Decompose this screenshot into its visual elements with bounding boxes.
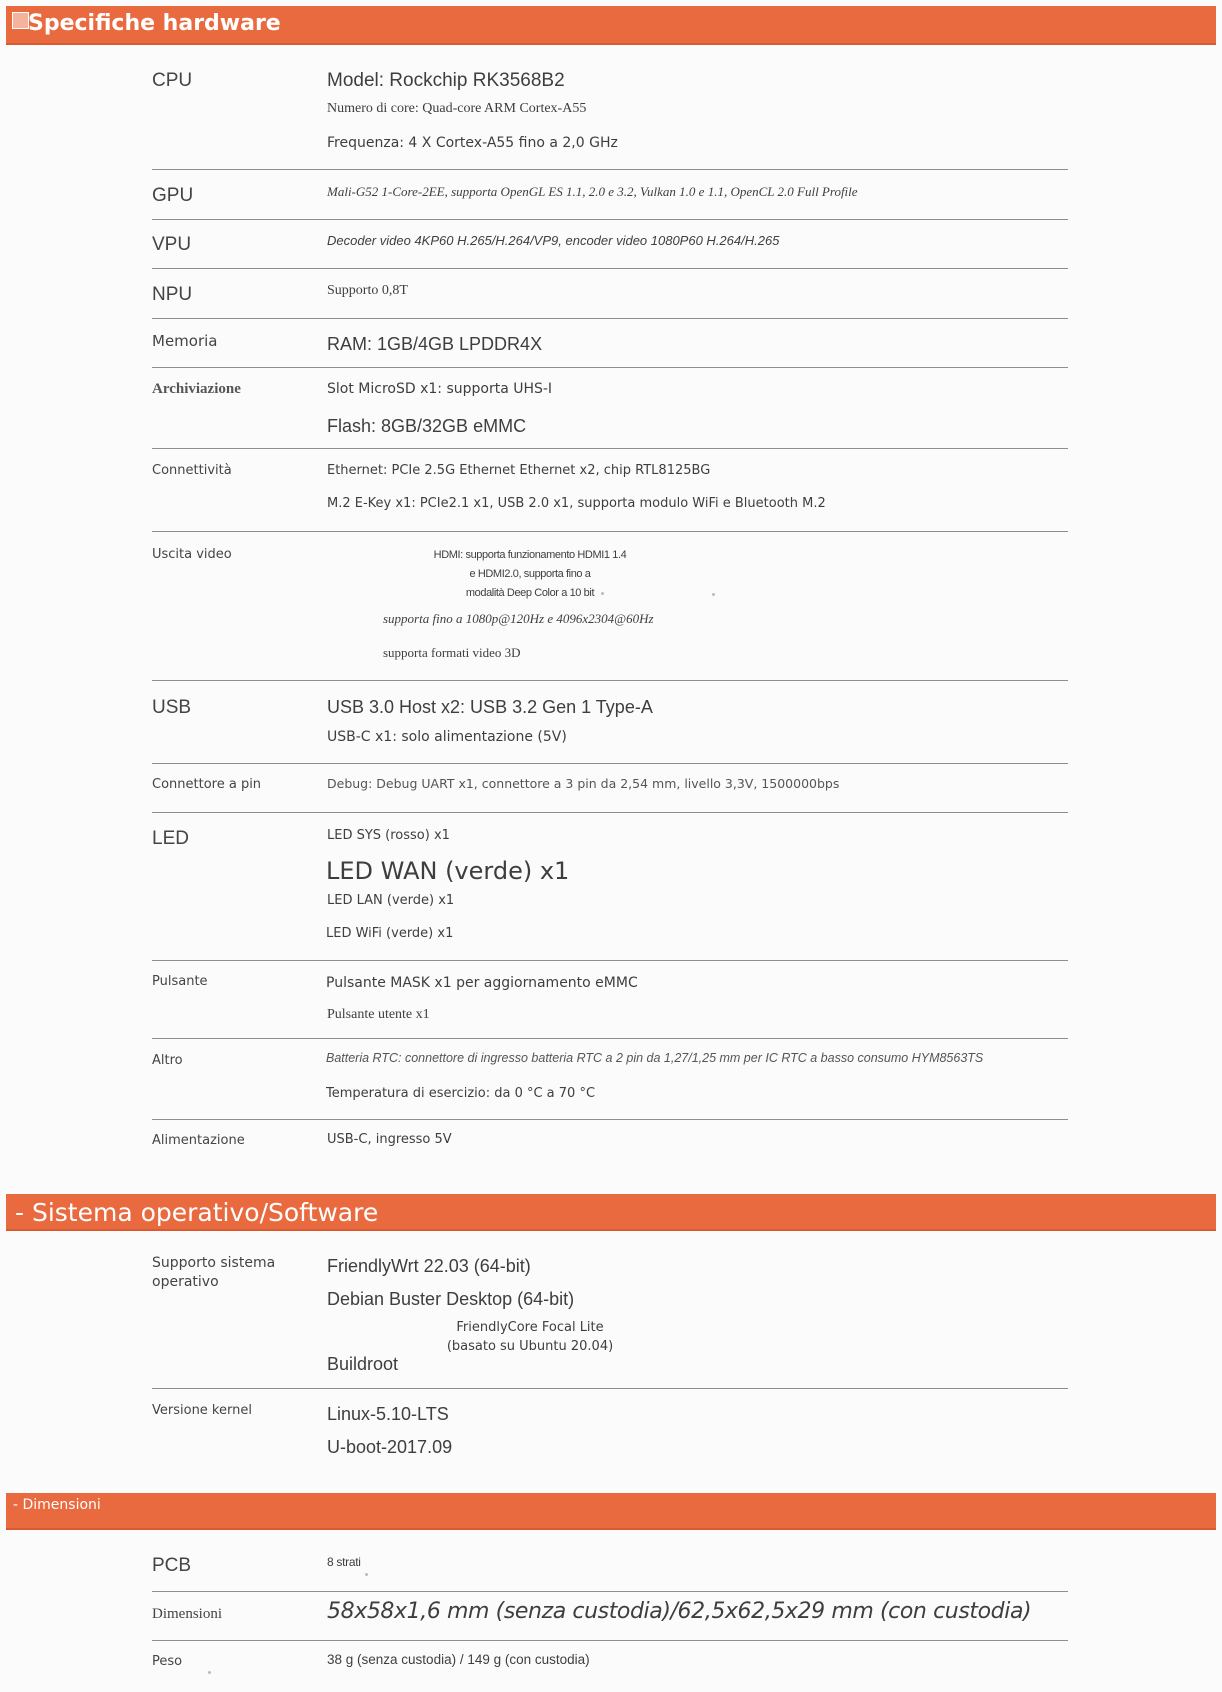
spec-value: Linux-5.10-LTS (327, 1404, 449, 1424)
section-header-dimensioni (6, 1493, 1216, 1530)
spec-value: 58x58x1,6 mm (senza custodia)/62,5x62,5x29 mm (con custodia) (327, 1599, 1032, 1624)
spec-value: USB-C, ingresso 5V (327, 1132, 452, 1147)
divider (152, 1038, 1068, 1039)
divider (152, 960, 1068, 961)
divider (152, 268, 1068, 269)
spec-label: NPU (152, 284, 193, 305)
spec-value: Slot MicroSD x1: supporta UHS-I (327, 381, 553, 397)
spec-label: VPU (152, 234, 192, 255)
spec-value: USB 3.0 Host x2: USB 3.2 Gen 1 Type-A (327, 697, 653, 717)
spec-value: Pulsante utente x1 (327, 1007, 430, 1022)
divider (152, 169, 1068, 170)
spec-label: Memoria (152, 332, 218, 350)
spec-label: Altro (152, 1053, 183, 1068)
image-icon (12, 12, 29, 29)
spec-value: 8 strati (327, 1555, 361, 1569)
spec-value: Supporto 0,8T (327, 283, 408, 298)
artifact-dot (601, 592, 604, 595)
spec-label: Peso (152, 1654, 183, 1669)
section-header-hardware (6, 6, 1216, 45)
spec-value: Decoder video 4KP60 H.265/H.264/VP9, encoder video 1080P60 H.264/H.265 (327, 233, 780, 248)
spec-label: operativo (152, 1274, 219, 1290)
spec-label: Archiviazione (152, 381, 241, 397)
divider (152, 318, 1068, 319)
divider (152, 531, 1068, 532)
spec-value: LED SYS (rosso) x1 (327, 828, 450, 843)
spec-value: supporta fino a 1080p@120Hz e 4096x2304@60Hz (383, 611, 654, 626)
spec-label: Alimentazione (152, 1133, 245, 1148)
spec-value: Temperatura di esercizio: da 0 °C a 70 °C (326, 1086, 596, 1101)
spec-value: LED WiFi (verde) x1 (326, 926, 454, 941)
spec-value: FriendlyWrt 22.03 (64-bit) (327, 1256, 531, 1276)
spec-value: Batteria RTC: connettore di ingresso batteria RTC a 2 pin da 1,27/1,25 mm per IC RTC a basso consumo HYM8563TS (326, 1051, 984, 1065)
spec-value: M.2 E-Key x1: PCIe2.1 x1, USB 2.0 x1, supporta modulo WiFi e Bluetooth M.2 (327, 496, 826, 511)
spec-label: CPU (152, 70, 193, 91)
divider (152, 763, 1068, 764)
spec-value: Debug: Debug UART x1, connettore a 3 pin da 2,54 mm, livello 3,3V, 1500000bps (327, 776, 840, 791)
spec-value: 38 g (senza custodia) / 149 g (con custodia) (327, 1652, 590, 1667)
spec-value: Pulsante MASK x1 per aggiornamento eMMC (326, 975, 638, 991)
spec-value: e HDMI2.0, supporta fino a (469, 568, 591, 580)
spec-value: Model: Rockchip RK3568B2 (327, 70, 565, 91)
spec-label: Uscita video (152, 547, 232, 562)
spec-value: (basato su Ubuntu 20.04) (446, 1339, 614, 1354)
spec-value: Mali-G52 1-Core-2EE, supporta OpenGL ES 1.1, 2.0 e 3.2, Vulkan 1.0 e 1.1, OpenCL 2.0 Full Profile (327, 184, 858, 199)
spec-label: Dimensioni (152, 1606, 222, 1622)
spec-value: Frequenza: 4 X Cortex-A55 fino a 2,0 GHz (327, 135, 618, 151)
divider (152, 1591, 1068, 1592)
section-title: Specifiche hardware (28, 11, 281, 36)
divider (152, 448, 1068, 449)
section-title: - Dimensioni (13, 1497, 101, 1513)
divider (152, 680, 1068, 681)
spec-label: LED (152, 828, 189, 849)
spec-value: Numero di core: Quad-core ARM Cortex-A55 (327, 101, 587, 116)
artifact-dot (712, 593, 715, 596)
divider (152, 1119, 1068, 1120)
spec-value: U-boot-2017.09 (327, 1437, 453, 1457)
spec-value: Buildroot (327, 1354, 399, 1374)
spec-label: Pulsante (152, 974, 208, 989)
spec-label: USB (152, 697, 192, 718)
divider (152, 367, 1068, 368)
artifact-dot (365, 1573, 368, 1576)
divider (152, 1640, 1068, 1641)
spec-value: LED LAN (verde) x1 (327, 893, 455, 908)
spec-value: USB-C x1: solo alimentazione (5V) (327, 729, 567, 745)
spec-value: modalità Deep Color a 10 bit (465, 587, 595, 599)
artifact-dot (208, 1671, 211, 1674)
spec-label: Versione kernel (152, 1403, 252, 1418)
spec-value: HDMI: supporta funzionamento HDMI1 1.4 (433, 549, 627, 561)
divider (152, 219, 1068, 220)
spec-label: Connettore a pin (152, 777, 262, 792)
divider (152, 1388, 1068, 1389)
spec-label: GPU (152, 185, 194, 206)
spec-value: RAM: 1GB/4GB LPDDR4X (327, 334, 543, 354)
spec-value: LED WAN (verde) x1 (326, 857, 570, 885)
spec-value: Ethernet: PCIe 2.5G Ethernet Ethernet x2, chip RTL8125BG (327, 463, 711, 478)
spec-value: Flash: 8GB/32GB eMMC (327, 416, 527, 436)
spec-label: Supporto sistema (152, 1255, 276, 1271)
spec-label: PCB (152, 1555, 192, 1576)
spec-value: Debian Buster Desktop (64-bit) (327, 1289, 575, 1309)
section-title: - Sistema operativo/Software (15, 1198, 379, 1227)
spec-value: supporta formati video 3D (383, 645, 521, 660)
spec-label: Connettività (152, 463, 232, 478)
spec-value: FriendlyCore Focal Lite (456, 1320, 604, 1335)
divider (152, 812, 1068, 813)
section-header-software (6, 1194, 1216, 1231)
